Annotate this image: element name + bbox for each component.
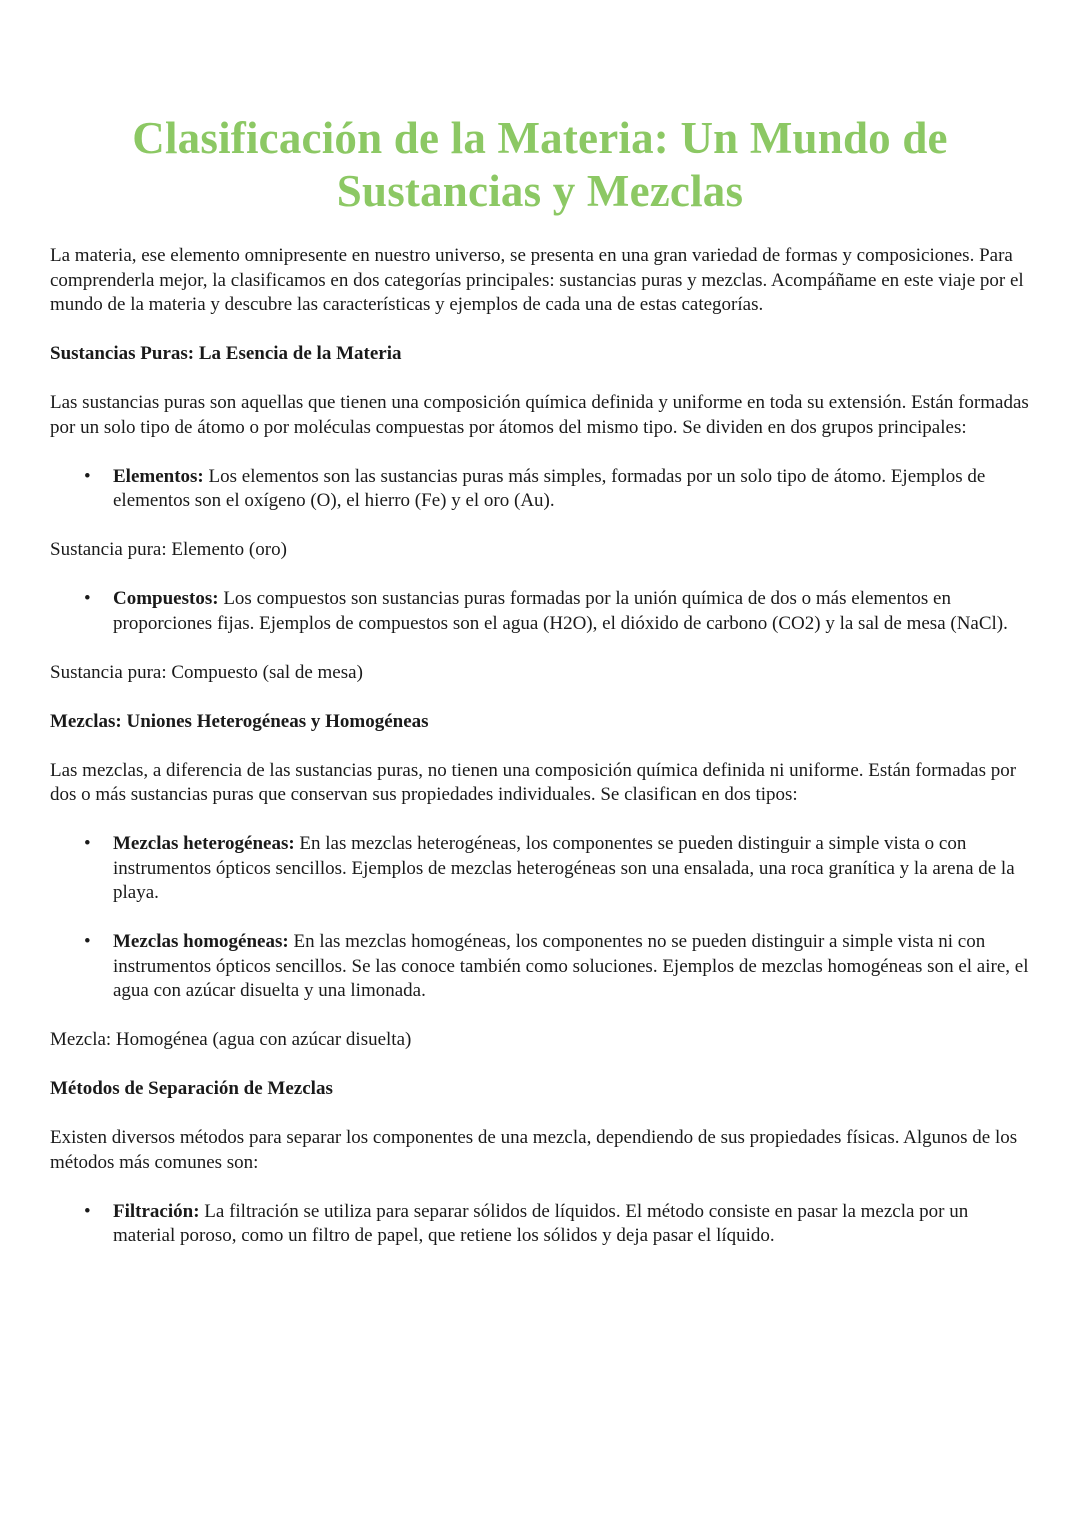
metodos-paragraph: Existen diversos métodos para separar los componentes de una mezcla, dependiendo de sus propiedades físicas. Algunos de los métodos más comunes son: — [50, 1127, 1018, 1173]
bullet-icon: • — [84, 588, 91, 609]
caption-mezcla: Mezcla: Homogénea (agua con azúcar disuelta) — [50, 1029, 412, 1050]
bullet-item-elementos — [50, 465, 1030, 514]
bullet-text-compuestos: Los compuestos son sustancias puras formadas por la unión química de dos o más elementos en proporciones fijas. Ejemplos de compuestos son el agua (H2O), el dióxido de carbono (CO2) y la sal de mesa (NaCl). — [113, 588, 1008, 634]
section-heading-metodos: Métodos de Separación de Mezclas — [50, 1078, 333, 1099]
bullet-term-elementos: Elementos: — [113, 465, 204, 487]
bullet-item-filtracion — [50, 1200, 1030, 1249]
bullet-icon: • — [84, 465, 91, 487]
bullet-term-heterogeneas: Mezclas heterogéneas: — [113, 833, 295, 854]
mezclas-paragraph: Las mezclas, a diferencia de las sustancias puras, no tienen una composición química definida ni uniforme. Están formadas por dos o más sustancias puras que conservan sus propiedades individuales. Se clasifican en dos tipos: — [50, 759, 1017, 805]
bullet-text-elementos: Los elementos son las sustancias puras más simples, formadas por un solo tipo de átomo. Ejemplos de elementos son el oxígeno (O), el hierro (Fe) y el oro (Au). — [113, 465, 986, 511]
bullet-text-filtracion: La filtración se utiliza para separar sólidos de líquidos. El método consiste en pasar la mezcla por un material poroso, como un filtro de papel, que retiene los sólidos y deja pasar el líquido. — [113, 1200, 969, 1246]
sustancias-bullet-list — [50, 465, 1030, 514]
section-heading-sustancias-puras: Sustancias Puras: La Esencia de la Materia — [50, 343, 402, 364]
bullet-term-homogeneas: Mezclas homogéneas: — [113, 931, 289, 952]
bullet-icon: • — [84, 931, 91, 952]
bullet-term-compuestos: Compuestos: — [113, 588, 219, 609]
bullet-icon: • — [84, 833, 91, 854]
caption-elemento: Sustancia pura: Elemento (oro) — [50, 539, 287, 560]
section-heading-mezclas: Mezclas: Uniones Heterogéneas y Homogéneas — [50, 710, 429, 732]
bullet-item-compuestos — [50, 587, 1030, 636]
document-title: Clasificación de la Materia: Un Mundo de Sustancias y Mezclas — [132, 113, 948, 216]
caption-compuesto: Sustancia pura: Compuesto (sal de mesa) — [50, 661, 363, 683]
bullet-item-homogeneas — [50, 930, 1030, 1004]
bullet-term-filtracion: Filtración: — [113, 1200, 200, 1222]
metodos-bullet-list — [50, 1200, 1030, 1249]
mezclas-bullet-list — [50, 832, 1030, 1004]
sustancias-puras-paragraph: Las sustancias puras son aquellas que tienen una composición química definida y uniforme en toda su extensión. Están formadas por un solo tipo de átomo o por moléculas compuestas por átomos del mismo tipo. Se dividen en dos grupos principales: — [50, 392, 1029, 438]
bullet-text-heterogeneas: En las mezclas heterogéneas, los componentes se pueden distinguir a simple vista o con instrumentos ópticos sencillos. Ejemplos de mezclas heterogéneas son una ensalada, una roca granítica y la arena de la playa. — [113, 833, 1015, 903]
bullet-item-heterogeneas — [50, 832, 1030, 906]
bullet-text-homogeneas: En las mezclas homogéneas, los componentes no se pueden distinguir a simple vista ni con instrumentos ópticos sencillos. Se las conoce también como soluciones. Ejemplos de mezclas homogéneas son el aire, el agua con azúcar disuelta y una limonada. — [113, 931, 1029, 1001]
compuestos-bullet-list — [50, 587, 1030, 636]
bullet-icon: • — [84, 1200, 91, 1222]
intro-paragraph: La materia, ese elemento omnipresente en nuestro universo, se presenta en una gran variedad de formas y composiciones. Para comprenderla mejor, la clasificamos en dos categorías principales: sustancias puras y mezclas. Acompáñame en este viaje por el mundo de la materia y descubre las características y ejemplos de cada una de estas categorías. — [50, 245, 1024, 315]
